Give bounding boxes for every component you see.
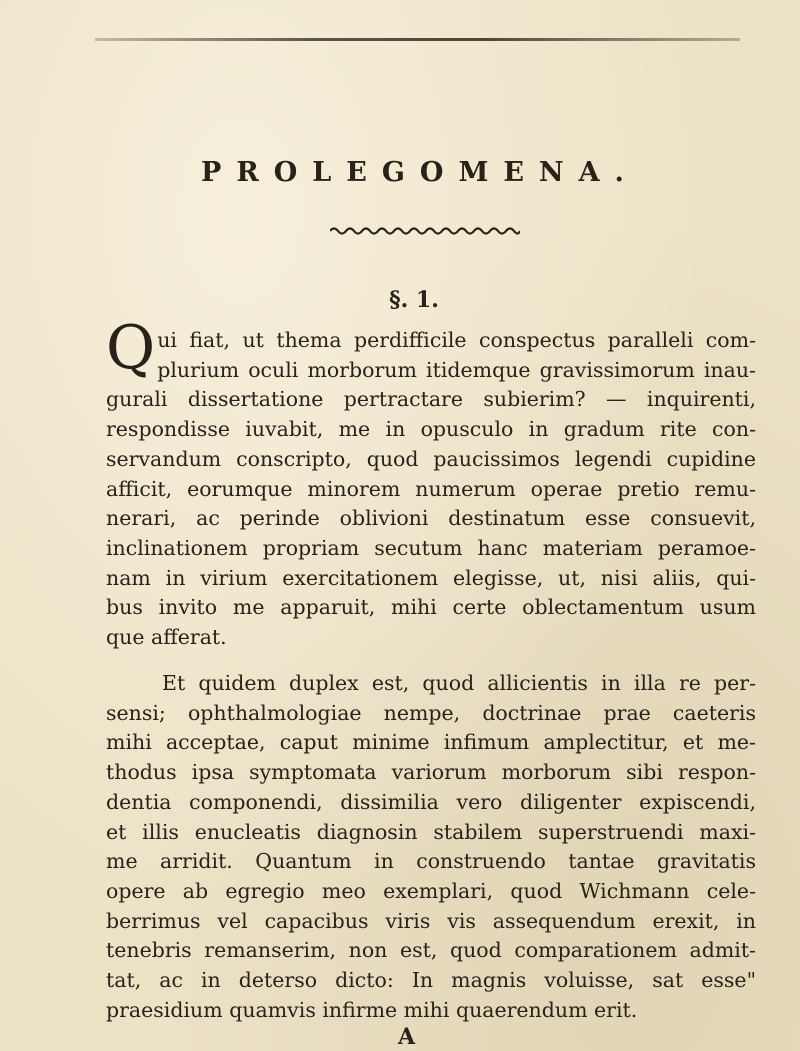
text-line: respondisse iuvabit, me in opusculo in gradum rite con- — [106, 417, 756, 442]
text-line: me arridit. Quantum in construendo tantae gravitatis — [106, 849, 756, 874]
wavy-ornament-divider — [330, 226, 520, 236]
text-line: berrimus vel capacibus viris vis assequendum erexit, in — [106, 908, 756, 933]
text-line: servandum conscripto, quod paucissimos legendi cupidine — [106, 446, 756, 471]
text-line: ui fiat, ut thema perdifficile conspectus paralleli com- — [157, 328, 756, 352]
text-line: mihi acceptae, caput minime infimum amplectitur, et me- — [106, 730, 756, 755]
text-line: plurium oculi morborum itidemque gravissimorum inau- — [157, 357, 756, 382]
text-line: nam in virium exercitationem elegisse, ut, nisi aliis, qui- — [106, 565, 756, 590]
text-line: que afferat. — [106, 625, 227, 650]
text-line: nerari, ac perinde oblivioni destinatum esse consuevit, — [106, 506, 756, 531]
text-line: gurali dissertatione pertractare subierim? — inquirenti, — [106, 387, 756, 412]
text-line: praesidium quamvis infirme mihi quaerendum erit. — [106, 997, 638, 1022]
drop-cap: Q — [106, 313, 156, 383]
text-line: Et quidem duplex est, quod allicientis in illa re per- — [162, 671, 756, 695]
text-line: opere ab egregio meo exemplari, quod Wichmann cele- — [106, 878, 756, 903]
text-line: thodus ipsa symptomata variorum morborum sibi respon- — [106, 760, 756, 785]
text-line: tat, ac in deterso dicto: In magnis voluisse, sat esse" — [106, 968, 756, 993]
text-line: tenebris remanserim, non est, quod comparationem admit- — [106, 938, 756, 963]
text-line: afficit, eorumque minorem numerum operae pretio remu- — [106, 476, 756, 501]
text-line: inclinationem propriam secutum hanc materiam peramoe- — [106, 535, 756, 560]
page-heading: PROLEGOMENA. — [201, 157, 639, 188]
text-line: et illis enucleatis diagnosin stabilem superstruendi maxi- — [106, 819, 756, 844]
section-number: §. 1. — [389, 287, 439, 313]
text-line: bus invito me apparuit, mihi certe oblectamentum usum — [106, 595, 756, 620]
paragraph-2 — [106, 669, 756, 1025]
page-catchword: A — [398, 1024, 416, 1050]
page-top-rule — [95, 38, 740, 41]
text-line: dentia componendi, dissimilia vero diligenter expiscendi, — [106, 789, 756, 814]
text-line: sensi; ophthalmologiae nempe, doctrinae prae caeteris — [106, 700, 756, 725]
paragraph-1 — [106, 313, 756, 653]
